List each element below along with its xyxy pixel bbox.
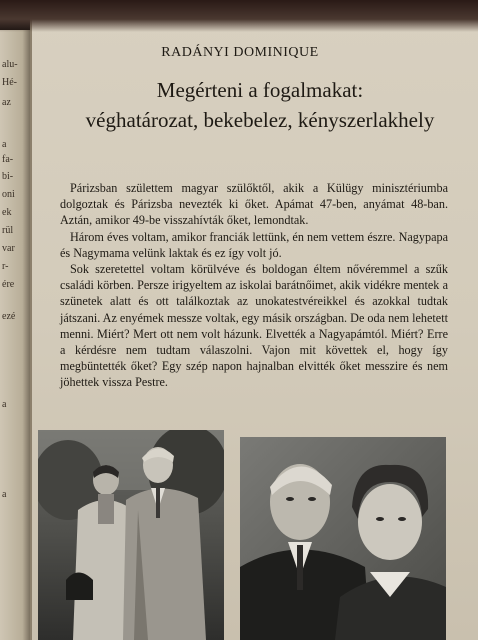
left-fragment: a bbox=[2, 489, 7, 500]
title-line: véghatározat, bekebelez, kényszerlakhely bbox=[85, 108, 435, 132]
author-name: RADÁNYI DOMINIQUE bbox=[161, 45, 319, 60]
left-fragment: az bbox=[2, 97, 11, 108]
body-text bbox=[60, 180, 448, 391]
paragraph: Sok szeretettel voltam körülvéve és boldogan éltem nővéremmel a szűk családi körben. Persze irigyeltem az iskolai barátnőimet, akik vidékre mentek a szünetek alatt és ott találkoztak az unokatestvéreikkel és azokkal tudtak játszani. Az enyémek messze voltak, egy másik országban. De oda nem lehetett menni. Miért? Mert ott nem volt házunk. Elvették a Nagyapámtól. Miért? Erre a kérdésre nem tudtam válaszolni. Vajon mit követtek el, hogy így megbüntették őket? Egy szép napon hajnalban elvitték őket messzire és nem jöhettek vissza Pestre. bbox=[60, 262, 448, 390]
title-line: Megérteni a fogalmakat: bbox=[156, 78, 364, 102]
chapter-title bbox=[60, 75, 460, 135]
paragraph: Párizsban születtem magyar szülőktől, akik a Külügy minisztériumba dolgoztak és Párizsba nevezték ki őket. Apámat 47-ben, anyámat 48-ban. Aztán, amikor 49-be visszahívták őket, lemondtak. bbox=[60, 181, 448, 228]
left-fragment: a bbox=[2, 139, 7, 150]
photo-image bbox=[38, 430, 224, 640]
top-shadow bbox=[0, 0, 478, 32]
left-fragment: r- bbox=[2, 261, 9, 272]
left-fragment: rül bbox=[2, 225, 14, 236]
left-fragment: fa- bbox=[2, 154, 14, 165]
photo-image bbox=[240, 437, 446, 640]
left-fragment: ére bbox=[2, 279, 15, 290]
left-page-edge bbox=[0, 30, 32, 640]
paragraph: Három éves voltam, amikor franciák lettünk, én nem vettem észre. Nagypapa és Nagymama velünk laktak és ez így volt jó. bbox=[60, 229, 448, 260]
left-fragment: bi- bbox=[2, 171, 14, 182]
left-fragment: oni bbox=[2, 189, 15, 200]
photo-couple-standing bbox=[38, 430, 224, 640]
left-fragment: var bbox=[2, 243, 15, 254]
left-fragment: Hé- bbox=[2, 77, 17, 88]
left-fragment: a bbox=[2, 399, 7, 410]
left-fragment: ek bbox=[2, 207, 12, 218]
photo-couple-portrait bbox=[240, 437, 446, 640]
left-fragment: ezé bbox=[2, 311, 16, 322]
left-fragment: alu- bbox=[2, 59, 18, 70]
